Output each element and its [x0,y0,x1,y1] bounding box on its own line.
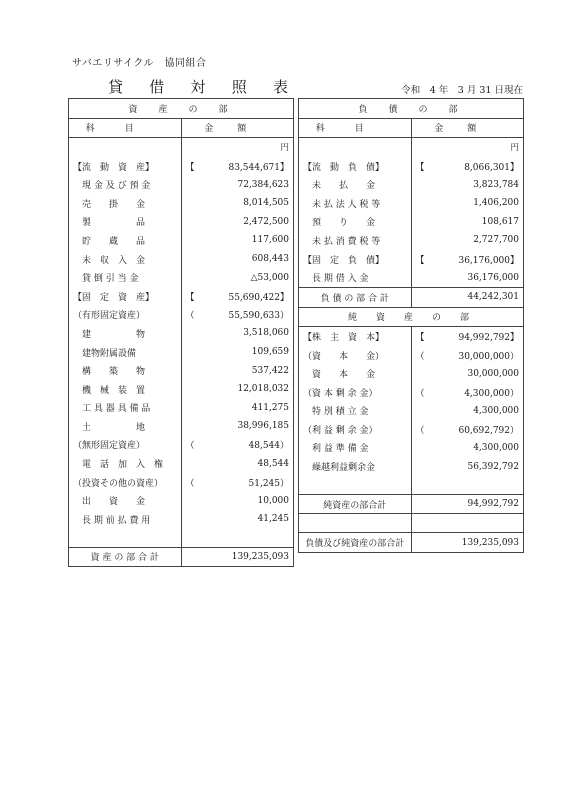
table-row [69,380,294,399]
bracket [186,421,198,431]
row-amount-cell [181,436,294,455]
row-amount-cell [411,457,524,476]
row-label: （有形固定資産） [69,306,182,325]
bracket: 【 [185,162,195,173]
row-label: 【流 動 資 産】 [69,157,182,176]
row-amount-cell [411,346,524,365]
row-amount: 3,823,784 [473,179,519,190]
grand-total-label: 負債及び純資産の部合計 [299,533,412,553]
table-row [69,213,294,232]
row-amount: 36,176,000 [467,272,519,283]
row-amount: 30,000,000 [467,368,519,379]
row-label: 【固 定 資 産】 [69,287,182,306]
title-char: 貸 [108,78,124,96]
assets-total-amount: 139,235,093 [181,547,294,567]
table-row [69,491,294,510]
table-row [69,361,294,380]
bracket [186,403,198,413]
row-amount-cell [411,250,524,269]
row-label: 預 り 金 [299,213,412,232]
row-amount: 72,384,623 [237,179,289,190]
title-char: 借 [149,78,165,96]
bracket [186,514,198,524]
title-char: 対 [190,78,206,96]
bracket: 【 [185,292,195,303]
bracket [186,347,198,357]
bracket [416,406,428,416]
row-amount: 608,443 [251,254,289,265]
liabilities-table [298,98,524,553]
liabilities-subtotal-label: 負 債 の 部 合 計 [299,287,412,307]
assets-section-header: 資 産 の 部 [69,99,294,119]
row-label: 建 物 [69,324,182,343]
bracket [186,384,198,394]
row-amount-cell [181,417,294,436]
row-label: 貸 倒 引 当 金 [69,268,182,287]
assets-column [68,98,294,567]
assets-table [68,98,294,567]
row-amount: 8,066,301】 [464,162,519,173]
table-row [69,510,294,529]
row-amount: 10,000 [257,495,289,506]
table-row [69,268,294,287]
title-char: 表 [272,78,288,96]
liabilities-rows [299,157,524,288]
row-amount: 36,176,000】 [458,255,519,266]
row-amount: 41,245 [257,514,289,525]
table-row [69,343,294,362]
table-row [299,231,524,250]
row-label: 【流 動 負 債】 [299,157,412,176]
row-amount: 8,014,505 [243,198,289,209]
bracket [186,198,198,208]
table-row [299,364,524,383]
row-amount: 56,392,792 [467,461,519,472]
bracket: （ [185,441,195,452]
row-amount-cell [181,380,294,399]
row-label: （利 益 剰 余 金） [299,420,412,439]
row-label: 土 地 [69,417,182,436]
bracket [186,366,198,376]
table-row [69,417,294,436]
row-amount-cell [411,420,524,439]
row-label: 現 金 及 び 預 金 [69,175,182,194]
assets-col-item-header: 科目 [69,118,182,138]
row-amount-cell [181,510,294,529]
row-amount-cell [411,383,524,402]
row-amount: 1,406,200 [473,198,519,209]
row-amount: 2,472,500 [243,216,289,227]
row-amount: 60,692,792） [458,425,519,436]
row-amount-cell [181,194,294,213]
row-amount-cell [181,287,294,306]
assets-rows [69,157,294,529]
row-amount-cell [411,364,524,383]
row-amount: 108,617 [481,216,519,227]
bracket: （ [415,388,425,399]
net-assets-section-header: 純 資 産 の 部 [299,307,524,327]
table-row [299,268,524,287]
row-amount: 4,300,000 [473,405,519,416]
row-label: 機 械 装 置 [69,380,182,399]
bracket [416,217,428,227]
bracket [186,459,198,469]
row-amount-cell [181,324,294,343]
table-row [299,213,524,232]
net-assets-subtotal-label: 純資産の部合計 [299,494,412,514]
table-row [69,250,294,269]
table-row [69,157,294,176]
row-amount-cell [411,327,524,346]
row-label: 特 別 積 立 金 [299,402,412,421]
table-row [69,436,294,455]
bracket: （ [415,425,425,436]
row-label: 製 品 [69,213,182,232]
bracket [186,180,198,190]
row-amount: 83,544,671】 [228,162,289,173]
row-label: 未 払 法 人 税 等 [299,194,412,213]
assets-col-amount-header: 金額 [181,118,294,138]
row-label: （資 本 金） [299,346,412,365]
row-label: 工 具 器 具 備 品 [69,399,182,418]
title-char: 照 [231,78,247,96]
bracket [416,273,428,283]
row-amount-cell [181,268,294,287]
table-row [299,157,524,176]
table-row [69,231,294,250]
balance-sheet [68,98,524,567]
table-row [299,194,524,213]
row-amount: 117,600 [251,235,289,246]
net-assets-rows [299,327,524,476]
row-amount: 51,245） [248,478,289,489]
row-amount-cell [181,343,294,362]
table-row [69,473,294,492]
bracket: （ [185,478,195,489]
bracket [416,198,428,208]
table-row [299,402,524,421]
row-amount-cell [181,250,294,269]
grand-total-amount: 139,235,093 [411,533,524,553]
row-label: 長 期 借 入 金 [299,268,412,287]
row-amount: 411,275 [251,402,289,413]
row-label: （無形固定資産） [69,436,182,455]
document-title [108,76,288,97]
table-row [299,457,524,476]
row-amount-cell [411,213,524,232]
row-label: 建物附属設備 [69,343,182,362]
bracket [416,180,428,190]
row-amount: 55,590,633） [228,311,289,322]
table-row [69,175,294,194]
row-amount: 3,518,060 [243,328,289,339]
liabilities-subtotal-amount: 44,242,301 [411,287,524,307]
report-date: 令和 4 年 3 月 31 日現在 [401,85,523,96]
row-label: 売 掛 金 [69,194,182,213]
row-amount-cell [411,402,524,421]
table-row [69,454,294,473]
row-amount: 4,300,000 [473,442,519,453]
row-label: 未 払 金 [299,175,412,194]
table-row [299,346,524,365]
row-amount-cell [181,157,294,176]
row-amount-cell [181,231,294,250]
row-amount-cell [411,439,524,458]
table-row [69,324,294,343]
row-label: 繰越利益剰余金 [299,457,412,476]
row-amount-cell [181,454,294,473]
row-amount: 4,300,000） [464,388,519,399]
row-amount-cell [411,231,524,250]
row-amount-cell [411,194,524,213]
bracket [416,443,428,453]
row-label: 構 築 物 [69,361,182,380]
row-amount: 109,659 [251,347,289,358]
assets-total-label: 資 産 の 部 合 計 [69,547,182,567]
row-amount: 12,018,032 [237,384,289,395]
row-amount: 48,544 [257,458,289,469]
row-amount: △53,000 [250,272,289,283]
row-label: 出 資 金 [69,491,182,510]
row-amount: 38,996,185 [237,421,289,432]
liabilities-column [298,98,524,567]
row-amount-cell [181,399,294,418]
assets-unit-label: 円 [181,138,294,157]
row-label: （投資その他の資産） [69,473,182,492]
bracket [186,496,198,506]
bracket: 【 [415,162,425,173]
table-row [299,250,524,269]
table-row [69,194,294,213]
bracket [186,217,198,227]
row-amount: 537,422 [251,365,289,376]
bracket: 【 [415,255,425,266]
row-amount: 30,000,000） [458,351,519,362]
row-amount-cell [181,175,294,194]
row-amount-cell [181,361,294,380]
organization-name: サバエリサイクル 協同組合 [72,58,207,69]
row-amount-cell [411,268,524,287]
table-row [69,287,294,306]
table-row [299,439,524,458]
table-row [69,306,294,325]
row-label: （資 本 剰 余 金） [299,383,412,402]
table-row [299,383,524,402]
bracket [186,273,198,283]
bracket: （ [415,351,425,362]
row-amount: 48,544） [248,441,289,452]
liabilities-col-amount-header: 金額 [411,118,524,138]
table-row [69,399,294,418]
row-amount-cell [411,175,524,194]
table-row [299,175,524,194]
row-label: 電 話 加 入 権 [69,454,182,473]
row-amount-cell [181,491,294,510]
row-amount: 2,727,700 [473,235,519,246]
row-label: 貯 蔵 品 [69,231,182,250]
row-label: 【固 定 負 債】 [299,250,412,269]
liabilities-col-item-header: 科目 [299,118,412,138]
row-amount-cell [181,213,294,232]
bracket [416,462,428,472]
row-amount: 55,690,422】 [228,292,289,303]
row-label: 【株 主 資 本】 [299,327,412,346]
row-label: 利 益 準 備 金 [299,439,412,458]
row-label: 長 期 前 払 費 用 [69,510,182,529]
row-label: 未 収 入 金 [69,250,182,269]
row-amount: 94,992,792】 [458,332,519,343]
row-label: 未 払 消 費 税 等 [299,231,412,250]
liabilities-unit-label: 円 [411,138,524,157]
bracket: （ [185,311,195,322]
row-amount-cell [181,473,294,492]
net-assets-subtotal-amount: 94,992,792 [411,494,524,514]
liabilities-section-header: 負 債 の 部 [299,99,524,119]
bracket: 【 [415,332,425,343]
table-row [299,327,524,346]
bracket [186,254,198,264]
bracket [186,328,198,338]
bracket [416,369,428,379]
row-label: 資 本 金 [299,364,412,383]
bracket [186,235,198,245]
table-row [299,420,524,439]
row-amount-cell [181,306,294,325]
bracket [416,235,428,245]
row-amount-cell [411,157,524,176]
